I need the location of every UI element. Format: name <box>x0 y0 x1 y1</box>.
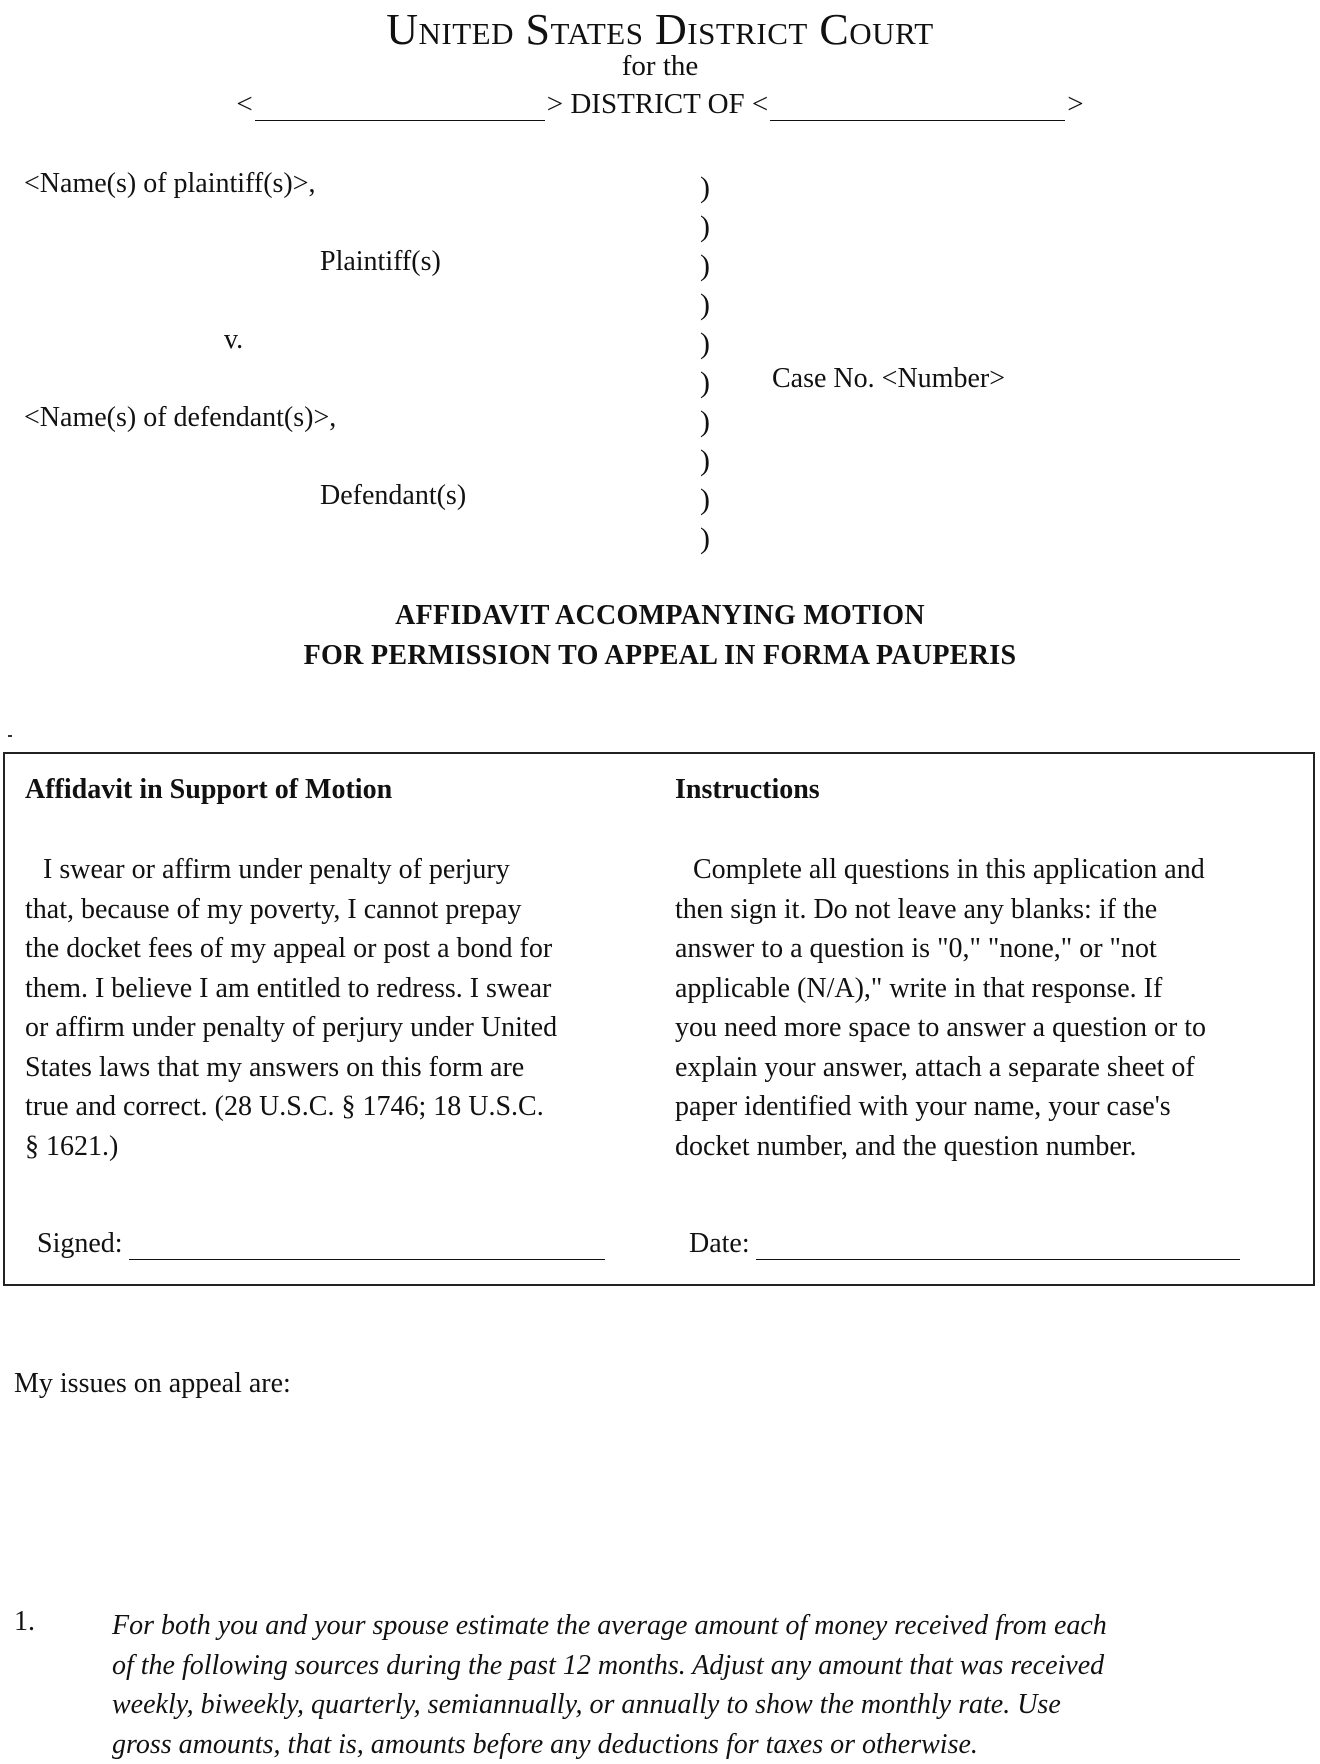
question-1-text <box>112 1606 1302 1764</box>
instructions-line: applicable (N/A)," write in that response. If <box>675 969 1315 1009</box>
right-bracket: > <box>1067 88 1083 121</box>
scan-speck <box>8 735 12 737</box>
case-number: Case No. <Number> <box>772 363 1005 395</box>
document-title-line-1: AFFIDAVIT ACCOMPANYING MOTION <box>0 600 1320 632</box>
issues-on-appeal-label: My issues on appeal are: <box>14 1368 291 1400</box>
affidavit-line: that, because of my poverty, I cannot prepay <box>25 890 645 930</box>
affidavit-line: States laws that my answers on this form are <box>25 1048 645 1088</box>
signature-field[interactable] <box>129 1229 605 1260</box>
instructions-line: Complete all questions in this application and <box>675 850 1315 890</box>
signature-row <box>37 1228 605 1260</box>
plaintiff-names: <Name(s) of plaintiff(s)>, <box>24 168 316 200</box>
affidavit-text <box>25 850 645 1166</box>
date-label: Date: <box>689 1228 750 1260</box>
affidavit-line: the docket fees of my appeal or post a bond for <box>25 929 645 969</box>
document-title-line-2: FOR PERMISSION TO APPEAL IN FORMA PAUPERIS <box>0 640 1320 672</box>
for-the-text: for the <box>0 50 1320 83</box>
caption-paren: ) <box>700 519 710 558</box>
instructions-line: answer to a question is "0," "none," or "not <box>675 929 1315 969</box>
question-1-line: For both you and your spouse estimate the average amount of money received from each <box>112 1606 1302 1646</box>
defendant-label: Defendant(s) <box>320 480 466 512</box>
district-of-text: > DISTRICT OF < <box>547 88 769 121</box>
caption-paren: ) <box>700 246 710 285</box>
caption-paren: ) <box>700 324 710 363</box>
instructions-line: docket number, and the question number. <box>675 1127 1315 1167</box>
date-field[interactable] <box>756 1229 1240 1260</box>
instructions-line: you need more space to answer a question or to <box>675 1008 1315 1048</box>
question-1-line: gross amounts, that is, amounts before any deductions for taxes or otherwise. <box>112 1725 1302 1764</box>
caption-paren: ) <box>700 441 710 480</box>
instructions-heading: Instructions <box>675 774 820 806</box>
affidavit-heading: Affidavit in Support of Motion <box>25 774 392 806</box>
affidavit-line: true and correct. (28 U.S.C. § 1746; 18 U.S.C. <box>25 1087 645 1127</box>
affidavit-line: § 1621.) <box>25 1127 645 1167</box>
versus-text: v. <box>224 324 243 356</box>
caption-paren: ) <box>700 168 710 207</box>
instructions-line: explain your answer, attach a separate sheet of <box>675 1048 1315 1088</box>
caption-paren: ) <box>700 285 710 324</box>
district-line <box>0 88 1320 121</box>
instructions-line: paper identified with your name, your case's <box>675 1087 1315 1127</box>
left-bracket: < <box>236 88 252 121</box>
affidavit-box <box>3 752 1315 1286</box>
instructions-line: then sign it. Do not leave any blanks: if the <box>675 890 1315 930</box>
affidavit-line: them. I believe I am entitled to redress. I swear <box>25 969 645 1009</box>
question-1-number: 1. <box>14 1606 35 1638</box>
affidavit-line: or affirm under penalty of perjury under United <box>25 1008 645 1048</box>
caption-paren: ) <box>700 207 710 246</box>
signed-label: Signed: <box>37 1228 123 1260</box>
instructions-text <box>675 850 1315 1166</box>
question-1-line: weekly, biweekly, quarterly, semiannually, or annually to show the monthly rate. Use <box>112 1685 1302 1725</box>
district-blank-left[interactable] <box>255 94 545 121</box>
district-blank-right[interactable] <box>770 94 1065 121</box>
question-1-line: of the following sources during the past 12 months. Adjust any amount that was received <box>112 1646 1302 1686</box>
caption-paren: ) <box>700 480 710 519</box>
date-row <box>689 1228 1240 1260</box>
plaintiff-label: Plaintiff(s) <box>320 246 441 278</box>
court-title: United States District Court <box>0 4 1320 55</box>
defendant-names: <Name(s) of defendant(s)>, <box>24 402 336 434</box>
caption-bracket-column <box>700 168 710 558</box>
affidavit-line: I swear or affirm under penalty of perjury <box>25 850 645 890</box>
caption-paren: ) <box>700 363 710 402</box>
caption-paren: ) <box>700 402 710 441</box>
